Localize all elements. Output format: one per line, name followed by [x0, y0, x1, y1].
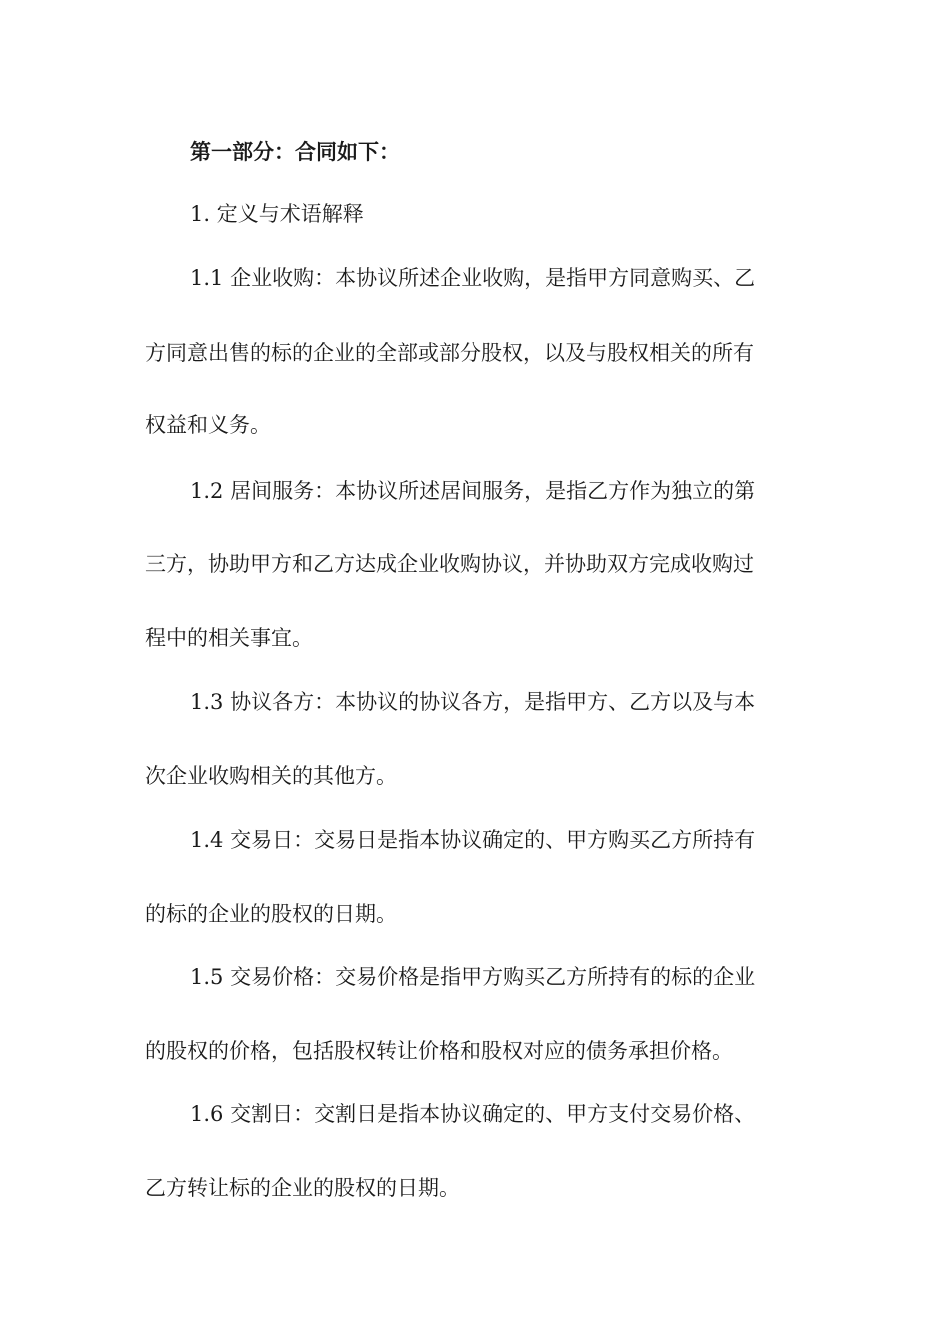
- part-heading: 第一部分：合同如下：: [190, 140, 400, 164]
- clause-1-4-line-2: 的标的企业的股权的日期。: [145, 902, 397, 926]
- clause-1-4-line-1: 1.4 交易日：交易日是指本协议确定的、甲方购买乙方所持有: [190, 828, 756, 852]
- clause-1-6-line-1: 1.6 交割日：交割日是指本协议确定的、甲方支付交易价格、: [190, 1102, 756, 1126]
- clause-1-3-line-1: 1.3 协议各方：本协议的协议各方，是指甲方、乙方以及与本: [190, 690, 756, 714]
- clause-1-2-line-3: 程中的相关事宜。: [145, 626, 313, 650]
- section-title: 1. 定义与术语解释: [190, 202, 364, 226]
- clause-1-3-line-2: 次企业收购相关的其他方。: [145, 764, 397, 788]
- clause-1-1-line-1: 1.1 企业收购：本协议所述企业收购，是指甲方同意购买、乙: [190, 266, 756, 290]
- clause-1-5-line-2: 的股权的价格，包括股权转让价格和股权对应的债务承担价格。: [145, 1039, 733, 1063]
- clause-1-5-line-1: 1.5 交易价格：交易价格是指甲方购买乙方所持有的标的企业: [190, 965, 756, 989]
- clause-1-6-line-2: 乙方转让标的企业的股权的日期。: [145, 1176, 460, 1200]
- clause-1-1-line-3: 权益和义务。: [145, 413, 271, 437]
- clause-1-1-line-2: 方同意出售的标的企业的全部或部分股权，以及与股权相关的所有: [145, 341, 754, 365]
- clause-1-2-line-1: 1.2 居间服务：本协议所述居间服务，是指乙方作为独立的第: [190, 479, 756, 503]
- clause-1-2-line-2: 三方，协助甲方和乙方达成企业收购协议，并协助双方完成收购过: [145, 552, 754, 576]
